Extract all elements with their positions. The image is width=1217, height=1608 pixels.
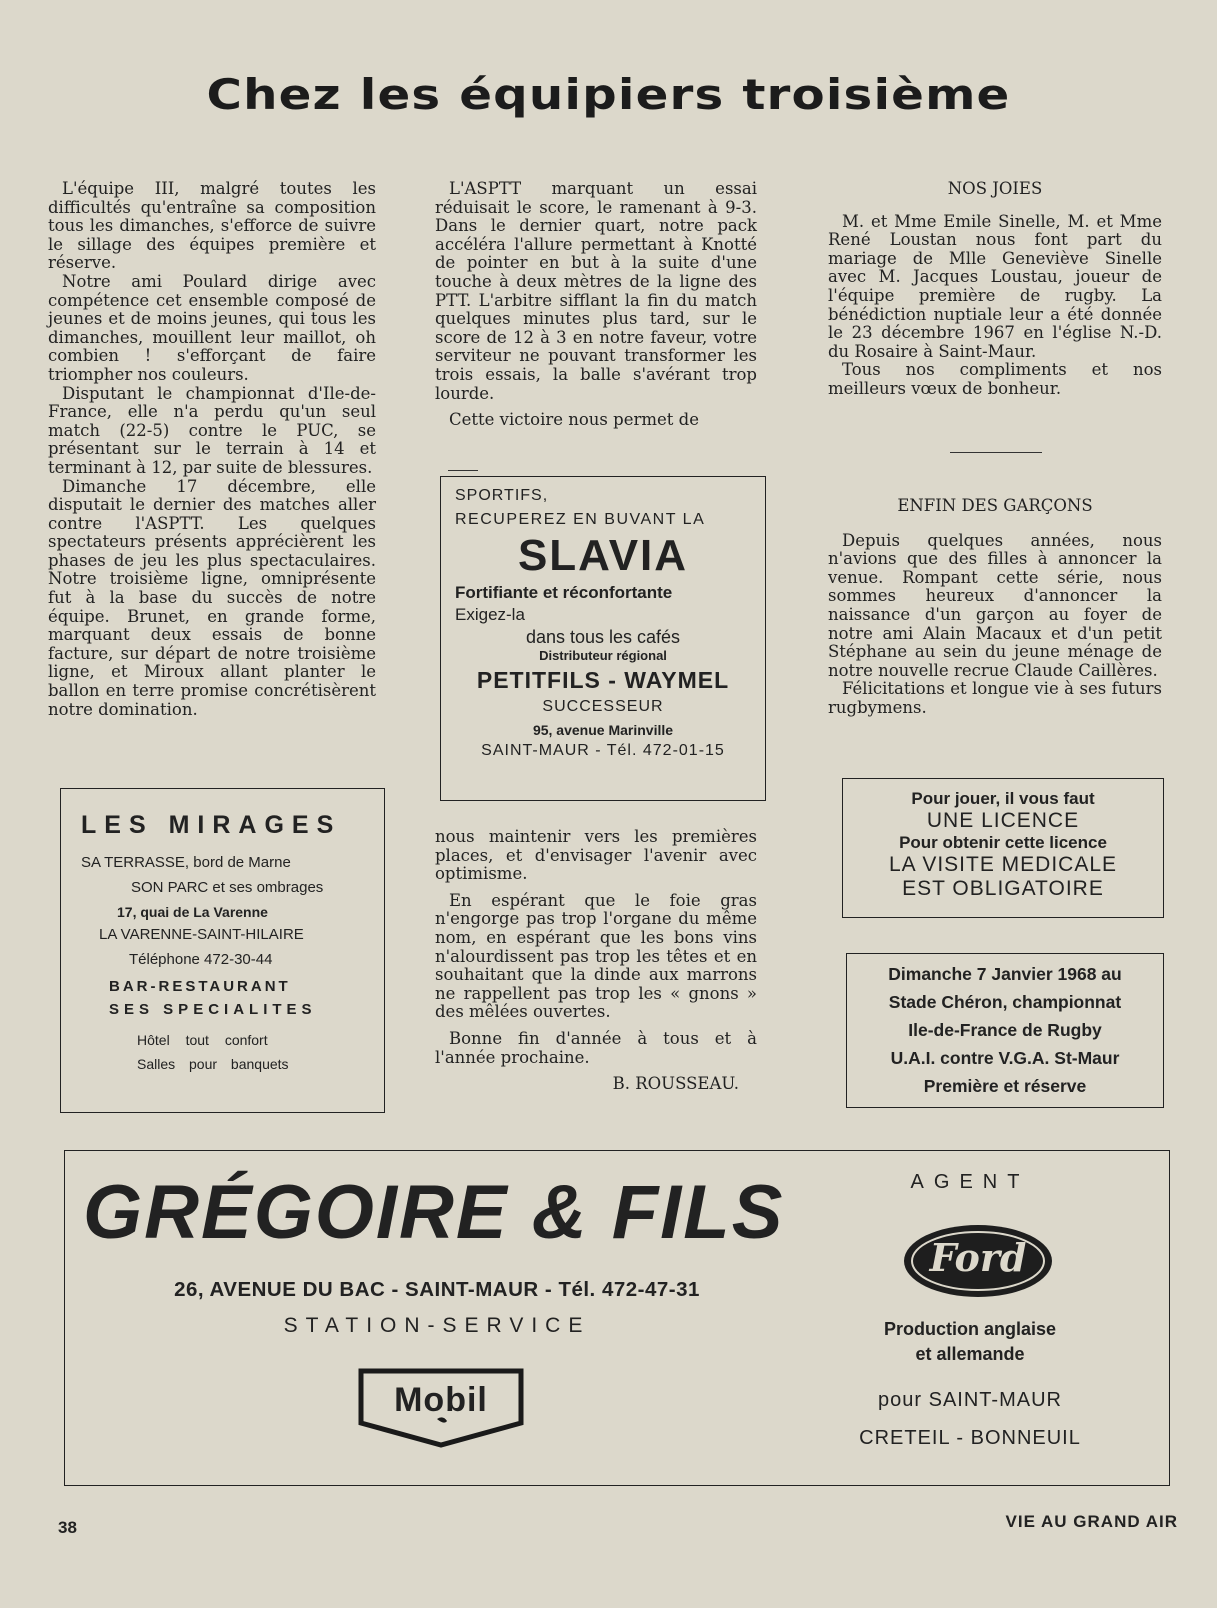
mirages-line: Salles pour banquets [137, 1056, 289, 1072]
col1-paragraph: Notre ami Poulard dirige avec compétence cet ensemble composé de jeunes et de moins jeunes, qui tous les dimanches, mouillent leur maillot, oh combien ! s'efforçant de faire triompher nos couleurs. [48, 271, 376, 384]
slavia-line: Distributeur régional [539, 648, 667, 663]
col2-paragraph: nous maintenir vers les premières places, et d'envisager l'avenir avec optimisme. [435, 827, 757, 884]
agent-label: AGENT [910, 1171, 1030, 1193]
column-2-bottom [435, 828, 757, 1094]
licence-line: Pour jouer, il vous faut [911, 789, 1095, 808]
col1-paragraph: L'équipe III, malgré toutes les difficultés qu'entraîne sa composition tous les dimanches, s'efforce de suivre le sillage des équipes première et réserve. [48, 179, 376, 273]
column-3-garcons [828, 497, 1162, 718]
ford-city: CRETEIL - BONNEUIL [859, 1427, 1081, 1449]
slavia-line: Exigez-la [455, 605, 525, 624]
ford-text: Ford [929, 1235, 1027, 1280]
ad-les-mirages [60, 788, 385, 1113]
mirages-line: Téléphone 472-30-44 [129, 951, 273, 968]
ad-gregoire [64, 1150, 1170, 1486]
slavia-line: PETITFILS - WAYMEL [476, 667, 730, 693]
licence-line: LA VISITE MEDICALE [888, 853, 1118, 876]
col1-paragraph: Dimanche 17 décembre, elle disputait le dernier des matches aller contre l'ASPTT. Les quelques spectateurs présents apprécièrent les phases de jeu les plus spectaculaires. Notre troisième ligne, omniprésente fut à la base du succès de notre équipe. Brunet, en grande forme, marquant deux essais de bonne facture, sur départ de notre troisième ligne, et Miroux allant planter le ballon en terre promise concrétisèrent notre domination. [48, 476, 376, 719]
match-line: U.A.I. contre V.G.A. St-Maur [890, 1048, 1120, 1068]
col2-paragraph: En espérant que le foie gras n'engorge pas trop l'organe du même nom, en espérant que les bons vins n'alourdissent pas trop les têtes et en souhaitant que la dinde aux marrons ne rappellent pas trop les « gnons » des mêlées ouvertes. [435, 890, 757, 1022]
licence-line: EST OBLIGATOIRE [902, 877, 1104, 900]
column-2-top [435, 180, 757, 430]
ad-slavia [440, 476, 766, 801]
mirages-name: LES MIRAGES [81, 811, 342, 839]
slavia-line: SAINT-MAUR - Tél. 472-01-15 [481, 742, 725, 759]
col3-paragraph: Tous nos compliments et nos meilleurs vœux de bonheur. [828, 360, 1162, 398]
col1-paragraph: Disputant le championnat d'Ile-de-France, elle n'a perdu qu'un seul match (22-5) contre le PUC, se présentant sur le terrain à 14 et terminant à 12, par suite de blessures. [48, 383, 376, 477]
match-line: Première et réserve [923, 1076, 1087, 1096]
mobil-logo [355, 1367, 527, 1449]
ford-logo [900, 1221, 1056, 1301]
mirages-line: 17, quai de La Varenne [117, 904, 268, 920]
page-title: Chez les équipiers troisième [206, 70, 1011, 119]
divider [448, 470, 478, 471]
slavia-line: SPORTIFS, [455, 487, 549, 504]
col3-paragraph: Félicitations et longue vie à ses futurs rugbymens. [828, 679, 1162, 717]
slavia-line: SUCCESSEUR [542, 698, 664, 715]
ford-production: et allemande [915, 1344, 1025, 1364]
mirages-line: SON PARC et ses ombrages [131, 879, 324, 896]
match-line: Stade Chéron, championnat [888, 992, 1122, 1012]
ford-city: pour SAINT-MAUR [878, 1389, 1062, 1411]
column-1 [48, 180, 376, 719]
divider [950, 452, 1042, 453]
ad-match [846, 953, 1164, 1108]
gregoire-address: 26, AVENUE DU BAC - SAINT-MAUR - Tél. 472-47-31 [174, 1278, 700, 1301]
magazine-name: VIE AU GRAND AIR [1005, 1512, 1178, 1531]
section-heading: NOS JOIES [947, 179, 1043, 198]
slavia-line: dans tous les cafés [525, 627, 681, 647]
mobil-text: Mobil [394, 1381, 488, 1419]
mirages-line: SES SPECIALITES [109, 1001, 317, 1018]
col2-paragraph: Bonne fin d'année à tous et à l'année prochaine. [435, 1028, 757, 1067]
signature: B. ROUSSEAU. [612, 1074, 739, 1094]
col2-paragraph: L'ASPTT marquant un essai réduisait le score, le ramenant à 9-3. Dans le dernier quart, notre pack accéléra l'allure permettant à Knotté de pointer en but à la suite d'une touche à deux mètres de la ligne des PTT. L'arbitre sifflant la fin du match quelques minutes plus tard, sur le score de 12 à 3 en notre faveur, votre serviteur ne pouvant transformer les trois essais, la balle s'avérant trop lourde. [435, 179, 757, 403]
section-heading: ENFIN DES GARÇONS [897, 496, 1093, 515]
gregoire-station: STATION-SERVICE [283, 1314, 591, 1337]
column-3 [828, 180, 1162, 399]
mirages-line: LA VARENNE-SAINT-HILAIRE [99, 926, 304, 943]
mirages-line: SA TERRASSE, bord de Marne [81, 854, 291, 871]
ford-production: Production anglaise [883, 1319, 1057, 1339]
match-line: Dimanche 7 Janvier 1968 au [888, 964, 1122, 984]
match-line: Ile-de-France de Rugby [908, 1020, 1102, 1040]
licence-line: UNE LICENCE [926, 809, 1080, 832]
page-number: 38 [58, 1518, 77, 1537]
col3-paragraph: Depuis quelques années, nous n'avions que des filles à annoncer la venue. Rompant cette série, nous sommes heureux d'annoncer la naissance d'un garçon au foyer de notre ami Alain Macaux et d'un petit Stéphane au sein du jeune ménage de notre nouvelle recrue Claude Caillères. [828, 530, 1162, 680]
slavia-brand: SLAVIA [517, 531, 689, 580]
mirages-line: BAR-RESTAURANT [109, 978, 291, 995]
col3-paragraph: M. et Mme Emile Sinelle, M. et Mme René Loustan nous font part du mariage de Mlle Geneviève Sinelle avec M. Jacques Loustau, joueur de l'équipe première de rugby. La bénédiction nuptiale leur a été donnée le 23 décembre 1967 en l'église N.-D. du Rosaire à Saint-Maur. [828, 211, 1162, 361]
ad-licence [842, 778, 1164, 918]
col2-paragraph: Cette victoire nous permet de [449, 410, 699, 430]
slavia-line: 95, avenue Marinville [532, 722, 674, 738]
gregoire-name: GRÉGOIRE & FILS [83, 1170, 785, 1255]
slavia-line: RECUPEREZ EN BUVANT LA [455, 511, 706, 528]
licence-line: Pour obtenir cette licence [899, 833, 1107, 852]
slavia-line: Fortifiante et réconfortante [455, 583, 673, 602]
mirages-line: Hôtel tout confort [137, 1032, 268, 1048]
